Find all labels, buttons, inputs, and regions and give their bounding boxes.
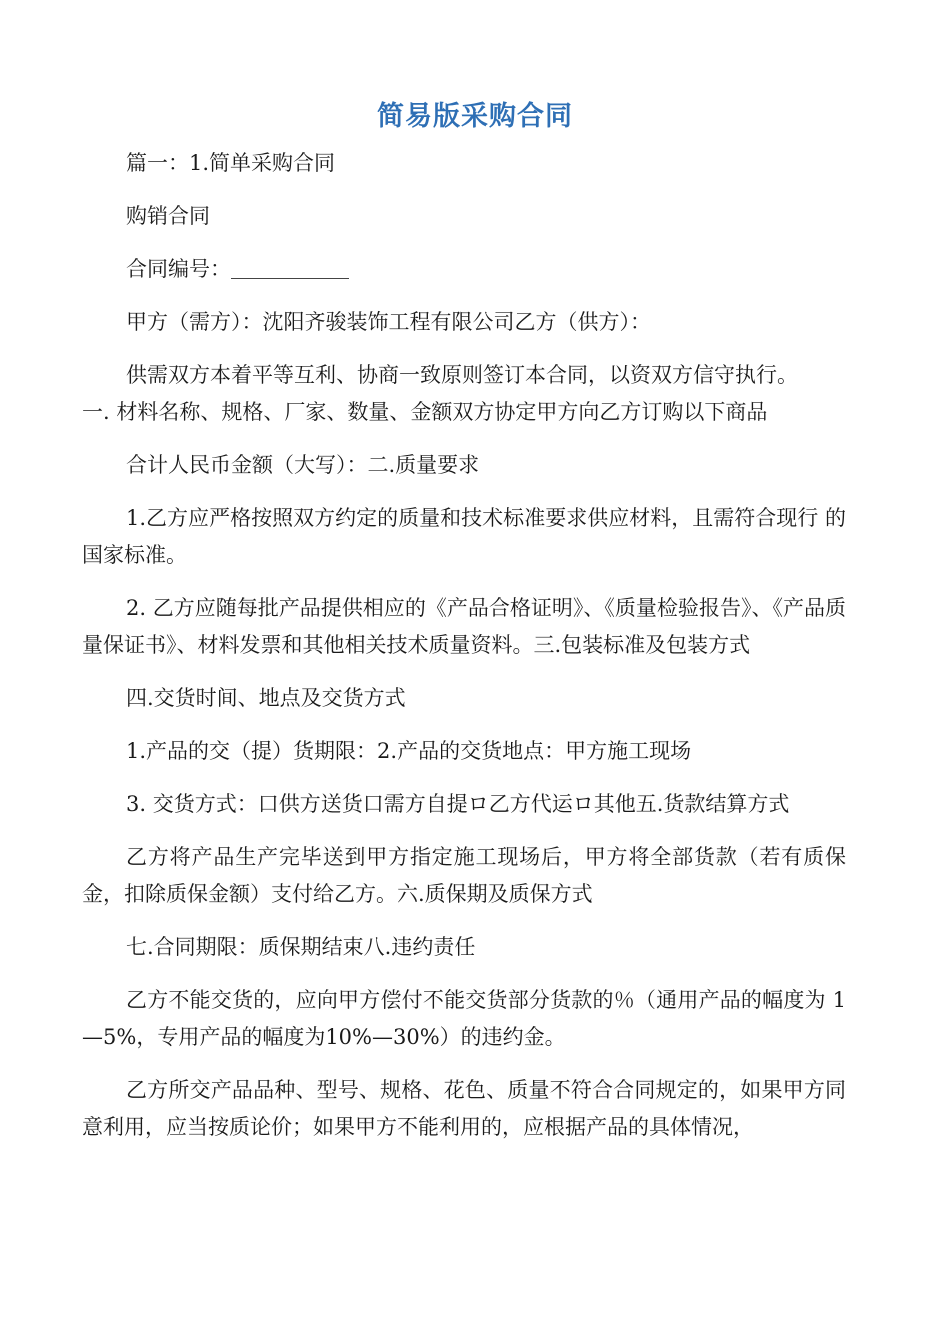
paragraph-delivery-heading: 四.交货时间、地点及交货方式 [126,686,406,710]
contract-number-blank [231,254,349,279]
paragraph-materials: 一. 材料名称、规格、厂家、数量、金额双方协定甲方向乙方订购以下商品 [82,400,768,424]
paragraph-quality-2: 2. 乙方应随每批产品提供相应的《产品合格证明》、《质量检验报告》、《产品质量保证书》、材料发票和其他相关技术质量资料。三.包装标准及包装方式 [82,596,846,657]
paragraph-section-heading: 篇一：1.简单采购合同 [126,151,336,175]
paragraph-penalty: 乙方不能交货的，应向甲方偿付不能交货部分货款的％（通用产品的幅度为 1—5%，专用产品的幅度为10%—30%）的违约金。 [82,988,846,1049]
paragraph-payment: 乙方将产品生产完毕送到甲方指定施工现场后，甲方将全部货款（若有质保金，扣除质保金额）支付给乙方。六.质保期及质保方式 [82,845,846,906]
paragraph-preamble: 供需双方本着平等互利、协商一致原则签订本合同，以资双方信守执行。 [126,363,798,387]
paragraph-contract-name: 购销合同 [126,204,210,228]
paragraph-total-amount: 合计人民币金额（大写）：二.质量要求 [126,453,480,477]
paragraph-delivery-3: 3. 交货方式：口供方送货口需方自提ロ乙方代运ロ其他五.货款结算方式 [126,792,790,816]
paragraph-contract-term: 七.合同期限：质保期结束八.违约责任 [126,935,476,959]
contract-number-label: 合同编号： [126,257,231,281]
paragraph-quality-1: 1.乙方应严格按照双方约定的质量和技术标准要求供应材料，且需符合现行 的国家标准。 [82,506,846,567]
paragraph-nonconformity: 乙方所交产品品种、型号、规格、花色、质量不符合合同规定的，如果甲方同意利用，应当按质论价；如果甲方不能利用的，应根据产品的具体情况， [82,1078,846,1139]
document-title: 简易版采购合同 [377,101,573,132]
document-body [82,145,846,1162]
paragraph-contract-number [82,251,846,288]
paragraph-delivery-1: 1.产品的交（提）货期限：2.产品的交货地点：甲方施工现场 [126,739,692,763]
paragraph-parties: 甲方（需方）：沈阳齐骏装饰工程有限公司乙方（供方）： [126,310,651,334]
